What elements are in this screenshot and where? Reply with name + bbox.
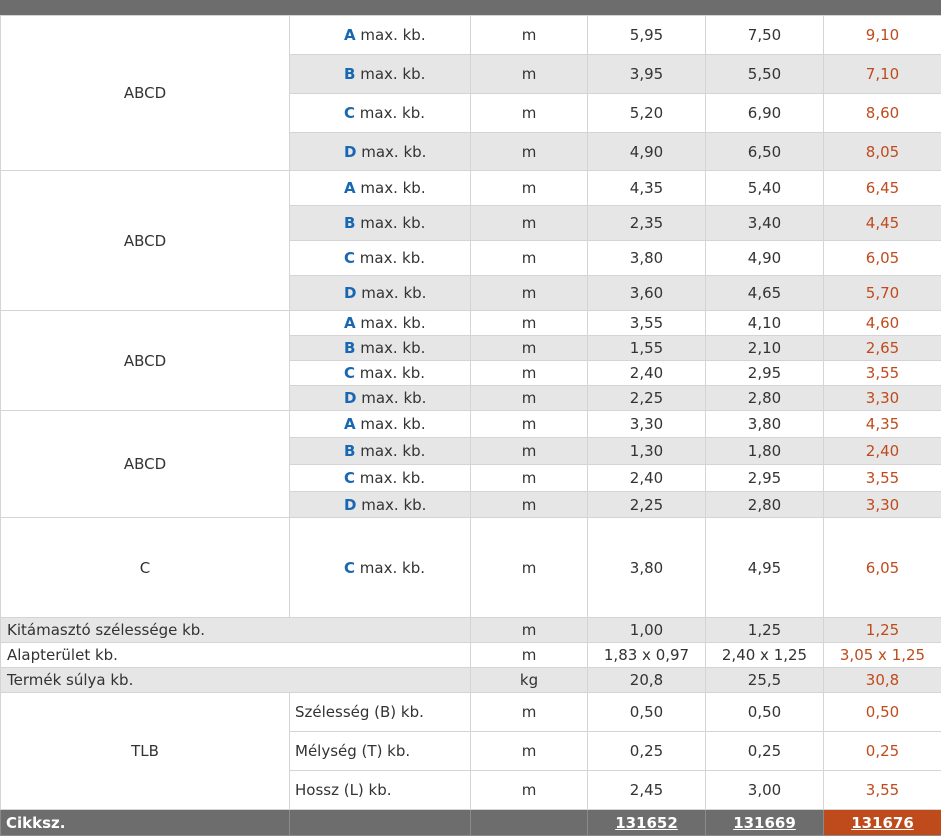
ladder-figure-cell <box>1 171 290 311</box>
dimension-letter: C <box>344 364 355 382</box>
value-cell-1: 2,45 <box>588 771 706 810</box>
dimension-label <box>290 133 471 171</box>
unit-cell: m <box>471 386 588 411</box>
unit-cell: m <box>471 241 588 276</box>
value-cell-3: 2,40 <box>824 438 941 465</box>
value-cell-2: 2,95 <box>706 465 824 492</box>
figure-letter-b: B <box>134 84 144 102</box>
dimension-letter: C <box>344 249 355 267</box>
dimension-letter: C <box>344 469 355 487</box>
figure-letter-a: A <box>124 84 134 102</box>
dimension-label <box>290 411 471 438</box>
unit-cell: m <box>471 438 588 465</box>
box-letter-b: B <box>149 742 159 760</box>
unit-cell: m <box>471 693 588 732</box>
unit-cell: m <box>471 133 588 171</box>
dimension-label <box>290 171 471 206</box>
article-number-row <box>1 810 941 836</box>
value-cell-3: 4,35 <box>824 411 941 438</box>
value-cell-2: 2,10 <box>706 336 824 361</box>
value-cell-2: 2,80 <box>706 386 824 411</box>
dimension-text: max. kb. <box>360 339 425 357</box>
dimension-text: max. kb. <box>360 364 425 382</box>
value-cell-3: 2,65 <box>824 336 941 361</box>
unit-cell: m <box>471 618 588 643</box>
dimension-label <box>290 492 471 518</box>
dimension-text: max. kb. <box>360 415 425 433</box>
unit-cell: m <box>471 206 588 241</box>
dimension-letter: B <box>344 442 355 460</box>
figure-letter-a: A <box>124 352 134 370</box>
value-cell-1: 0,50 <box>588 693 706 732</box>
value-cell-3: 3,55 <box>824 361 941 386</box>
dimension-text: max. kb. <box>361 496 426 514</box>
article-code-link[interactable]: 131676 <box>824 810 941 836</box>
top-header-bar <box>0 0 941 15</box>
value-cell-1: 3,95 <box>588 55 706 94</box>
package-dimension-label: Hossz (L) kb. <box>290 771 471 810</box>
ladder-diagram-icon <box>124 84 166 102</box>
dimension-text: max. kb. <box>360 26 425 44</box>
dimension-letter: A <box>344 314 356 332</box>
ladder-diagram-icon <box>124 352 166 370</box>
figure-letter-b: B <box>134 352 144 370</box>
dimension-letter: B <box>344 339 355 357</box>
value-cell-3: 1,25 <box>824 618 941 643</box>
value-cell-1: 1,55 <box>588 336 706 361</box>
value-cell-3: 9,10 <box>824 16 941 55</box>
value-cell-1: 2,40 <box>588 361 706 386</box>
dimension-label <box>290 241 471 276</box>
value-cell-3: 3,30 <box>824 492 941 518</box>
dimension-text: max. kb. <box>360 559 425 577</box>
dimension-label <box>290 276 471 311</box>
value-cell-3: 8,60 <box>824 94 941 133</box>
unit-cell: m <box>471 361 588 386</box>
dimension-letter: D <box>344 284 356 302</box>
unit-cell: m <box>471 643 588 668</box>
value-cell-2: 4,10 <box>706 311 824 336</box>
figure-letter-c: C <box>144 232 154 250</box>
spec-row <box>1 311 941 336</box>
dimension-text: max. kb. <box>360 314 425 332</box>
unit-cell: m <box>471 336 588 361</box>
dimension-label <box>290 386 471 411</box>
dimension-letter: B <box>344 65 355 83</box>
unit-cell: m <box>471 732 588 771</box>
dimension-letter: C <box>344 559 355 577</box>
dimension-text: max. kb. <box>360 65 425 83</box>
figure-letter-c: C <box>140 559 150 577</box>
value-cell-3: 30,8 <box>824 668 941 693</box>
value-cell-1: 2,25 <box>588 386 706 411</box>
value-cell-1: 3,60 <box>588 276 706 311</box>
box-icon <box>131 742 159 760</box>
property-row <box>1 668 941 693</box>
unit-cell: m <box>471 771 588 810</box>
article-number-label: Cikksz. <box>1 810 290 836</box>
value-cell-2: 0,25 <box>706 732 824 771</box>
value-cell-1: 0,25 <box>588 732 706 771</box>
unit-cell: m <box>471 311 588 336</box>
value-cell-2: 2,95 <box>706 361 824 386</box>
value-cell-3: 7,10 <box>824 55 941 94</box>
value-cell-1: 3,55 <box>588 311 706 336</box>
dimension-letter: D <box>344 143 356 161</box>
unit-cell: m <box>471 276 588 311</box>
article-code-link[interactable]: 131669 <box>706 810 824 836</box>
value-cell-3: 6,45 <box>824 171 941 206</box>
property-row <box>1 618 941 643</box>
value-cell-1: 4,35 <box>588 171 706 206</box>
dimension-letter: C <box>344 104 355 122</box>
value-cell-2: 6,50 <box>706 133 824 171</box>
spec-table <box>0 15 941 836</box>
figure-letter-c: C <box>144 84 154 102</box>
dimension-letter: A <box>344 26 356 44</box>
dimension-label <box>290 206 471 241</box>
value-cell-2: 1,25 <box>706 618 824 643</box>
figure-letter-b: B <box>134 232 144 250</box>
dimension-text: max. kb. <box>360 469 425 487</box>
value-cell-2: 2,40 x 1,25 <box>706 643 824 668</box>
property-label: Alapterület kb. <box>1 643 471 668</box>
value-cell-3: 3,55 <box>824 465 941 492</box>
property-label: Termék súlya kb. <box>1 668 471 693</box>
unit-cell: m <box>471 518 588 618</box>
ladder-figure-cell <box>1 311 290 411</box>
unit-cell: m <box>471 492 588 518</box>
package-row <box>1 693 941 732</box>
spec-row <box>1 171 941 206</box>
value-cell-1: 2,25 <box>588 492 706 518</box>
value-cell-2: 3,00 <box>706 771 824 810</box>
dimension-text: max. kb. <box>361 389 426 407</box>
figure-letter-d: D <box>155 352 167 370</box>
value-cell-3: 6,05 <box>824 518 941 618</box>
dimension-label <box>290 16 471 55</box>
dimension-letter: B <box>344 214 355 232</box>
box-letter-t: T <box>131 742 140 760</box>
unit-cell: m <box>471 171 588 206</box>
dimension-label <box>290 336 471 361</box>
value-cell-3: 8,05 <box>824 133 941 171</box>
value-cell-1: 4,90 <box>588 133 706 171</box>
value-cell-3: 4,45 <box>824 206 941 241</box>
value-cell-1: 5,95 <box>588 16 706 55</box>
value-cell-3: 0,50 <box>824 693 941 732</box>
value-cell-1: 20,8 <box>588 668 706 693</box>
box-letter-l: L <box>140 742 148 760</box>
value-cell-2: 25,5 <box>706 668 824 693</box>
unit-cell: m <box>471 94 588 133</box>
value-cell-2: 3,40 <box>706 206 824 241</box>
unit-cell: m <box>471 55 588 94</box>
figure-letter-a: A <box>124 455 134 473</box>
unit-cell: m <box>471 465 588 492</box>
dimension-label <box>290 518 471 618</box>
figure-letter-d: D <box>155 84 167 102</box>
article-code-link[interactable]: 131652 <box>588 810 706 836</box>
package-dimension-label: Mélység (T) kb. <box>290 732 471 771</box>
property-row <box>1 643 941 668</box>
spec-row <box>1 411 941 438</box>
dimension-letter: D <box>344 389 356 407</box>
value-cell-1: 2,40 <box>588 465 706 492</box>
value-cell-1: 1,83 x 0,97 <box>588 643 706 668</box>
figure-letter-d: D <box>155 232 167 250</box>
value-cell-2: 5,40 <box>706 171 824 206</box>
value-cell-2: 6,90 <box>706 94 824 133</box>
dimension-label <box>290 94 471 133</box>
dimension-text: max. kb. <box>361 284 426 302</box>
dimension-label <box>290 311 471 336</box>
dimension-text: max. kb. <box>360 104 425 122</box>
value-cell-2: 1,80 <box>706 438 824 465</box>
dimension-letter: A <box>344 415 356 433</box>
ladder-diagram-icon <box>124 232 166 250</box>
value-cell-3: 3,30 <box>824 386 941 411</box>
value-cell-2: 2,80 <box>706 492 824 518</box>
value-cell-3: 0,25 <box>824 732 941 771</box>
ladder-diagram-icon <box>140 559 150 577</box>
value-cell-2: 3,80 <box>706 411 824 438</box>
dimension-label <box>290 465 471 492</box>
value-cell-1: 1,30 <box>588 438 706 465</box>
dimension-text: max. kb. <box>361 143 426 161</box>
ladder-figure-cell <box>1 518 290 618</box>
value-cell-1: 5,20 <box>588 94 706 133</box>
value-cell-1: 3,80 <box>588 241 706 276</box>
value-cell-2: 0,50 <box>706 693 824 732</box>
ladder-diagram-icon <box>124 455 166 473</box>
dimension-text: max. kb. <box>360 214 425 232</box>
figure-letter-c: C <box>144 455 154 473</box>
dimension-label <box>290 55 471 94</box>
value-cell-3: 5,70 <box>824 276 941 311</box>
value-cell-1: 3,80 <box>588 518 706 618</box>
ladder-figure-cell <box>1 411 290 518</box>
figure-letter-d: D <box>155 455 167 473</box>
value-cell-1: 3,30 <box>588 411 706 438</box>
value-cell-3: 4,60 <box>824 311 941 336</box>
footer-empty <box>290 810 471 836</box>
dimension-letter: A <box>344 179 356 197</box>
dimension-text: max. kb. <box>360 442 425 460</box>
value-cell-2: 4,90 <box>706 241 824 276</box>
dimension-text: max. kb. <box>360 249 425 267</box>
figure-letter-c: C <box>144 352 154 370</box>
value-cell-2: 5,50 <box>706 55 824 94</box>
dimension-label <box>290 361 471 386</box>
package-box-figure <box>1 693 290 810</box>
unit-cell: m <box>471 411 588 438</box>
unit-cell: kg <box>471 668 588 693</box>
value-cell-1: 2,35 <box>588 206 706 241</box>
value-cell-2: 4,65 <box>706 276 824 311</box>
value-cell-2: 7,50 <box>706 16 824 55</box>
spec-row <box>1 518 941 618</box>
property-label: Kitámasztó szélessége kb. <box>1 618 471 643</box>
spec-row <box>1 16 941 55</box>
package-dimension-label: Szélesség (B) kb. <box>290 693 471 732</box>
value-cell-3: 3,55 <box>824 771 941 810</box>
dimension-label <box>290 438 471 465</box>
footer-empty <box>471 810 588 836</box>
value-cell-3: 3,05 x 1,25 <box>824 643 941 668</box>
value-cell-2: 4,95 <box>706 518 824 618</box>
dimension-letter: D <box>344 496 356 514</box>
value-cell-3: 6,05 <box>824 241 941 276</box>
unit-cell: m <box>471 16 588 55</box>
ladder-figure-cell <box>1 16 290 171</box>
value-cell-1: 1,00 <box>588 618 706 643</box>
dimension-text: max. kb. <box>360 179 425 197</box>
figure-letter-b: B <box>134 455 144 473</box>
figure-letter-a: A <box>124 232 134 250</box>
